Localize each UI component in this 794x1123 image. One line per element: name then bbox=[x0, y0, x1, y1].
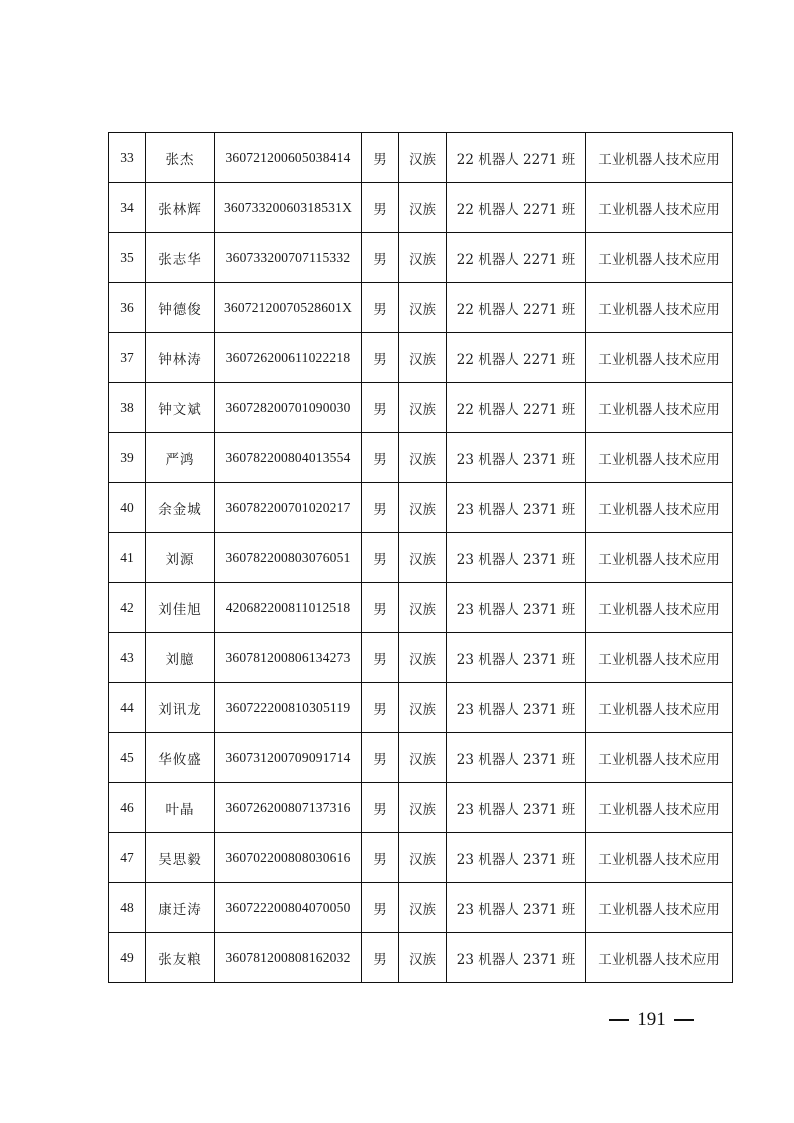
gender-cell: 男 bbox=[362, 383, 399, 433]
student-name-cell: 钟林涛 bbox=[146, 333, 215, 383]
id-number-cell: 360721200605038414 bbox=[215, 133, 362, 183]
class-cell: 23 机器人 2371 班 bbox=[447, 833, 586, 883]
roster-table-body bbox=[109, 133, 733, 983]
gender-cell: 男 bbox=[362, 483, 399, 533]
table-row bbox=[109, 783, 733, 833]
major-cell: 工业机器人技术应用 bbox=[586, 833, 733, 883]
gender-cell: 男 bbox=[362, 683, 399, 733]
gender-cell: 男 bbox=[362, 333, 399, 383]
ethnicity-cell: 汉族 bbox=[399, 433, 447, 483]
table-row bbox=[109, 233, 733, 283]
class-cell: 22 机器人 2271 班 bbox=[447, 333, 586, 383]
id-number-cell: 360726200807137316 bbox=[215, 783, 362, 833]
row-number-cell: 44 bbox=[109, 683, 146, 733]
id-number-cell: 360728200701090030 bbox=[215, 383, 362, 433]
major-cell: 工业机器人技术应用 bbox=[586, 533, 733, 583]
student-roster-table bbox=[108, 132, 733, 983]
student-name-cell: 华攸盛 bbox=[146, 733, 215, 783]
major-cell: 工业机器人技术应用 bbox=[586, 383, 733, 433]
row-number-cell: 39 bbox=[109, 433, 146, 483]
student-name-cell: 余金城 bbox=[146, 483, 215, 533]
ethnicity-cell: 汉族 bbox=[399, 783, 447, 833]
id-number-cell: 360731200709091714 bbox=[215, 733, 362, 783]
ethnicity-cell: 汉族 bbox=[399, 733, 447, 783]
id-number-cell: 36073320060318531X bbox=[215, 183, 362, 233]
id-number-cell: 360722200810305119 bbox=[215, 683, 362, 733]
id-number-cell: 360782200803076051 bbox=[215, 533, 362, 583]
class-cell: 22 机器人 2271 班 bbox=[447, 383, 586, 433]
student-name-cell: 张志华 bbox=[146, 233, 215, 283]
class-cell: 22 机器人 2271 班 bbox=[447, 133, 586, 183]
row-number-cell: 35 bbox=[109, 233, 146, 283]
major-cell: 工业机器人技术应用 bbox=[586, 233, 733, 283]
class-cell: 22 机器人 2271 班 bbox=[447, 283, 586, 333]
table-row bbox=[109, 933, 733, 983]
ethnicity-cell: 汉族 bbox=[399, 933, 447, 983]
student-name-cell: 刘臆 bbox=[146, 633, 215, 683]
id-number-cell: 360726200611022218 bbox=[215, 333, 362, 383]
ethnicity-cell: 汉族 bbox=[399, 383, 447, 433]
major-cell: 工业机器人技术应用 bbox=[586, 783, 733, 833]
major-cell: 工业机器人技术应用 bbox=[586, 633, 733, 683]
gender-cell: 男 bbox=[362, 433, 399, 483]
id-number-cell: 360733200707115332 bbox=[215, 233, 362, 283]
gender-cell: 男 bbox=[362, 783, 399, 833]
class-cell: 23 机器人 2371 班 bbox=[447, 933, 586, 983]
ethnicity-cell: 汉族 bbox=[399, 183, 447, 233]
row-number-cell: 33 bbox=[109, 133, 146, 183]
ethnicity-cell: 汉族 bbox=[399, 633, 447, 683]
major-cell: 工业机器人技术应用 bbox=[586, 283, 733, 333]
dash-right-decoration bbox=[674, 1019, 694, 1021]
student-name-cell: 钟德俊 bbox=[146, 283, 215, 333]
ethnicity-cell: 汉族 bbox=[399, 833, 447, 883]
student-name-cell: 钟文斌 bbox=[146, 383, 215, 433]
row-number-cell: 48 bbox=[109, 883, 146, 933]
row-number-cell: 42 bbox=[109, 583, 146, 633]
id-number-cell: 360782200804013554 bbox=[215, 433, 362, 483]
student-name-cell: 严鸿 bbox=[146, 433, 215, 483]
student-name-cell: 刘讯龙 bbox=[146, 683, 215, 733]
gender-cell: 男 bbox=[362, 533, 399, 583]
student-name-cell: 张友粮 bbox=[146, 933, 215, 983]
major-cell: 工业机器人技术应用 bbox=[586, 483, 733, 533]
id-number-cell: 420682200811012518 bbox=[215, 583, 362, 633]
class-cell: 22 机器人 2271 班 bbox=[447, 183, 586, 233]
major-cell: 工业机器人技术应用 bbox=[586, 333, 733, 383]
table-row bbox=[109, 633, 733, 683]
gender-cell: 男 bbox=[362, 933, 399, 983]
table-row bbox=[109, 183, 733, 233]
major-cell: 工业机器人技术应用 bbox=[586, 183, 733, 233]
major-cell: 工业机器人技术应用 bbox=[586, 733, 733, 783]
gender-cell: 男 bbox=[362, 233, 399, 283]
student-name-cell: 张杰 bbox=[146, 133, 215, 183]
student-name-cell: 叶晶 bbox=[146, 783, 215, 833]
gender-cell: 男 bbox=[362, 583, 399, 633]
table-row bbox=[109, 433, 733, 483]
row-number-cell: 41 bbox=[109, 533, 146, 583]
class-cell: 23 机器人 2371 班 bbox=[447, 683, 586, 733]
class-cell: 23 机器人 2371 班 bbox=[447, 483, 586, 533]
ethnicity-cell: 汉族 bbox=[399, 283, 447, 333]
gender-cell: 男 bbox=[362, 283, 399, 333]
ethnicity-cell: 汉族 bbox=[399, 683, 447, 733]
gender-cell: 男 bbox=[362, 833, 399, 883]
student-name-cell: 刘源 bbox=[146, 533, 215, 583]
dash-left-decoration bbox=[609, 1019, 629, 1021]
table-row bbox=[109, 283, 733, 333]
table-row bbox=[109, 333, 733, 383]
major-cell: 工业机器人技术应用 bbox=[586, 683, 733, 733]
major-cell: 工业机器人技术应用 bbox=[586, 583, 733, 633]
gender-cell: 男 bbox=[362, 883, 399, 933]
major-cell: 工业机器人技术应用 bbox=[586, 133, 733, 183]
row-number-cell: 38 bbox=[109, 383, 146, 433]
class-cell: 23 机器人 2371 班 bbox=[447, 883, 586, 933]
ethnicity-cell: 汉族 bbox=[399, 533, 447, 583]
table-row bbox=[109, 583, 733, 633]
row-number-cell: 36 bbox=[109, 283, 146, 333]
row-number-cell: 40 bbox=[109, 483, 146, 533]
gender-cell: 男 bbox=[362, 733, 399, 783]
ethnicity-cell: 汉族 bbox=[399, 133, 447, 183]
table-row bbox=[109, 683, 733, 733]
page-number-footer bbox=[609, 1008, 694, 1032]
row-number-cell: 37 bbox=[109, 333, 146, 383]
row-number-cell: 45 bbox=[109, 733, 146, 783]
id-number-cell: 360782200701020217 bbox=[215, 483, 362, 533]
student-name-cell: 张林辉 bbox=[146, 183, 215, 233]
id-number-cell: 360702200808030616 bbox=[215, 833, 362, 883]
table-row bbox=[109, 533, 733, 583]
id-number-cell: 360781200806134273 bbox=[215, 633, 362, 683]
row-number-cell: 47 bbox=[109, 833, 146, 883]
ethnicity-cell: 汉族 bbox=[399, 483, 447, 533]
table-row bbox=[109, 483, 733, 533]
row-number-cell: 43 bbox=[109, 633, 146, 683]
student-name-cell: 吴思毅 bbox=[146, 833, 215, 883]
ethnicity-cell: 汉族 bbox=[399, 333, 447, 383]
ethnicity-cell: 汉族 bbox=[399, 233, 447, 283]
class-cell: 23 机器人 2371 班 bbox=[447, 633, 586, 683]
major-cell: 工业机器人技术应用 bbox=[586, 433, 733, 483]
id-number-cell: 36072120070528601X bbox=[215, 283, 362, 333]
gender-cell: 男 bbox=[362, 633, 399, 683]
class-cell: 23 机器人 2371 班 bbox=[447, 583, 586, 633]
gender-cell: 男 bbox=[362, 133, 399, 183]
id-number-cell: 360781200808162032 bbox=[215, 933, 362, 983]
row-number-cell: 34 bbox=[109, 183, 146, 233]
table-row bbox=[109, 383, 733, 433]
page-number: 191 bbox=[637, 1009, 666, 1030]
class-cell: 23 机器人 2371 班 bbox=[447, 733, 586, 783]
class-cell: 23 机器人 2371 班 bbox=[447, 533, 586, 583]
ethnicity-cell: 汉族 bbox=[399, 583, 447, 633]
class-cell: 23 机器人 2371 班 bbox=[447, 783, 586, 833]
ethnicity-cell: 汉族 bbox=[399, 883, 447, 933]
major-cell: 工业机器人技术应用 bbox=[586, 933, 733, 983]
class-cell: 22 机器人 2271 班 bbox=[447, 233, 586, 283]
student-name-cell: 刘佳旭 bbox=[146, 583, 215, 633]
table-row bbox=[109, 883, 733, 933]
major-cell: 工业机器人技术应用 bbox=[586, 883, 733, 933]
row-number-cell: 46 bbox=[109, 783, 146, 833]
row-number-cell: 49 bbox=[109, 933, 146, 983]
table-row bbox=[109, 833, 733, 883]
class-cell: 23 机器人 2371 班 bbox=[447, 433, 586, 483]
table-row bbox=[109, 733, 733, 783]
table-row bbox=[109, 133, 733, 183]
gender-cell: 男 bbox=[362, 183, 399, 233]
id-number-cell: 360722200804070050 bbox=[215, 883, 362, 933]
student-name-cell: 康迁涛 bbox=[146, 883, 215, 933]
